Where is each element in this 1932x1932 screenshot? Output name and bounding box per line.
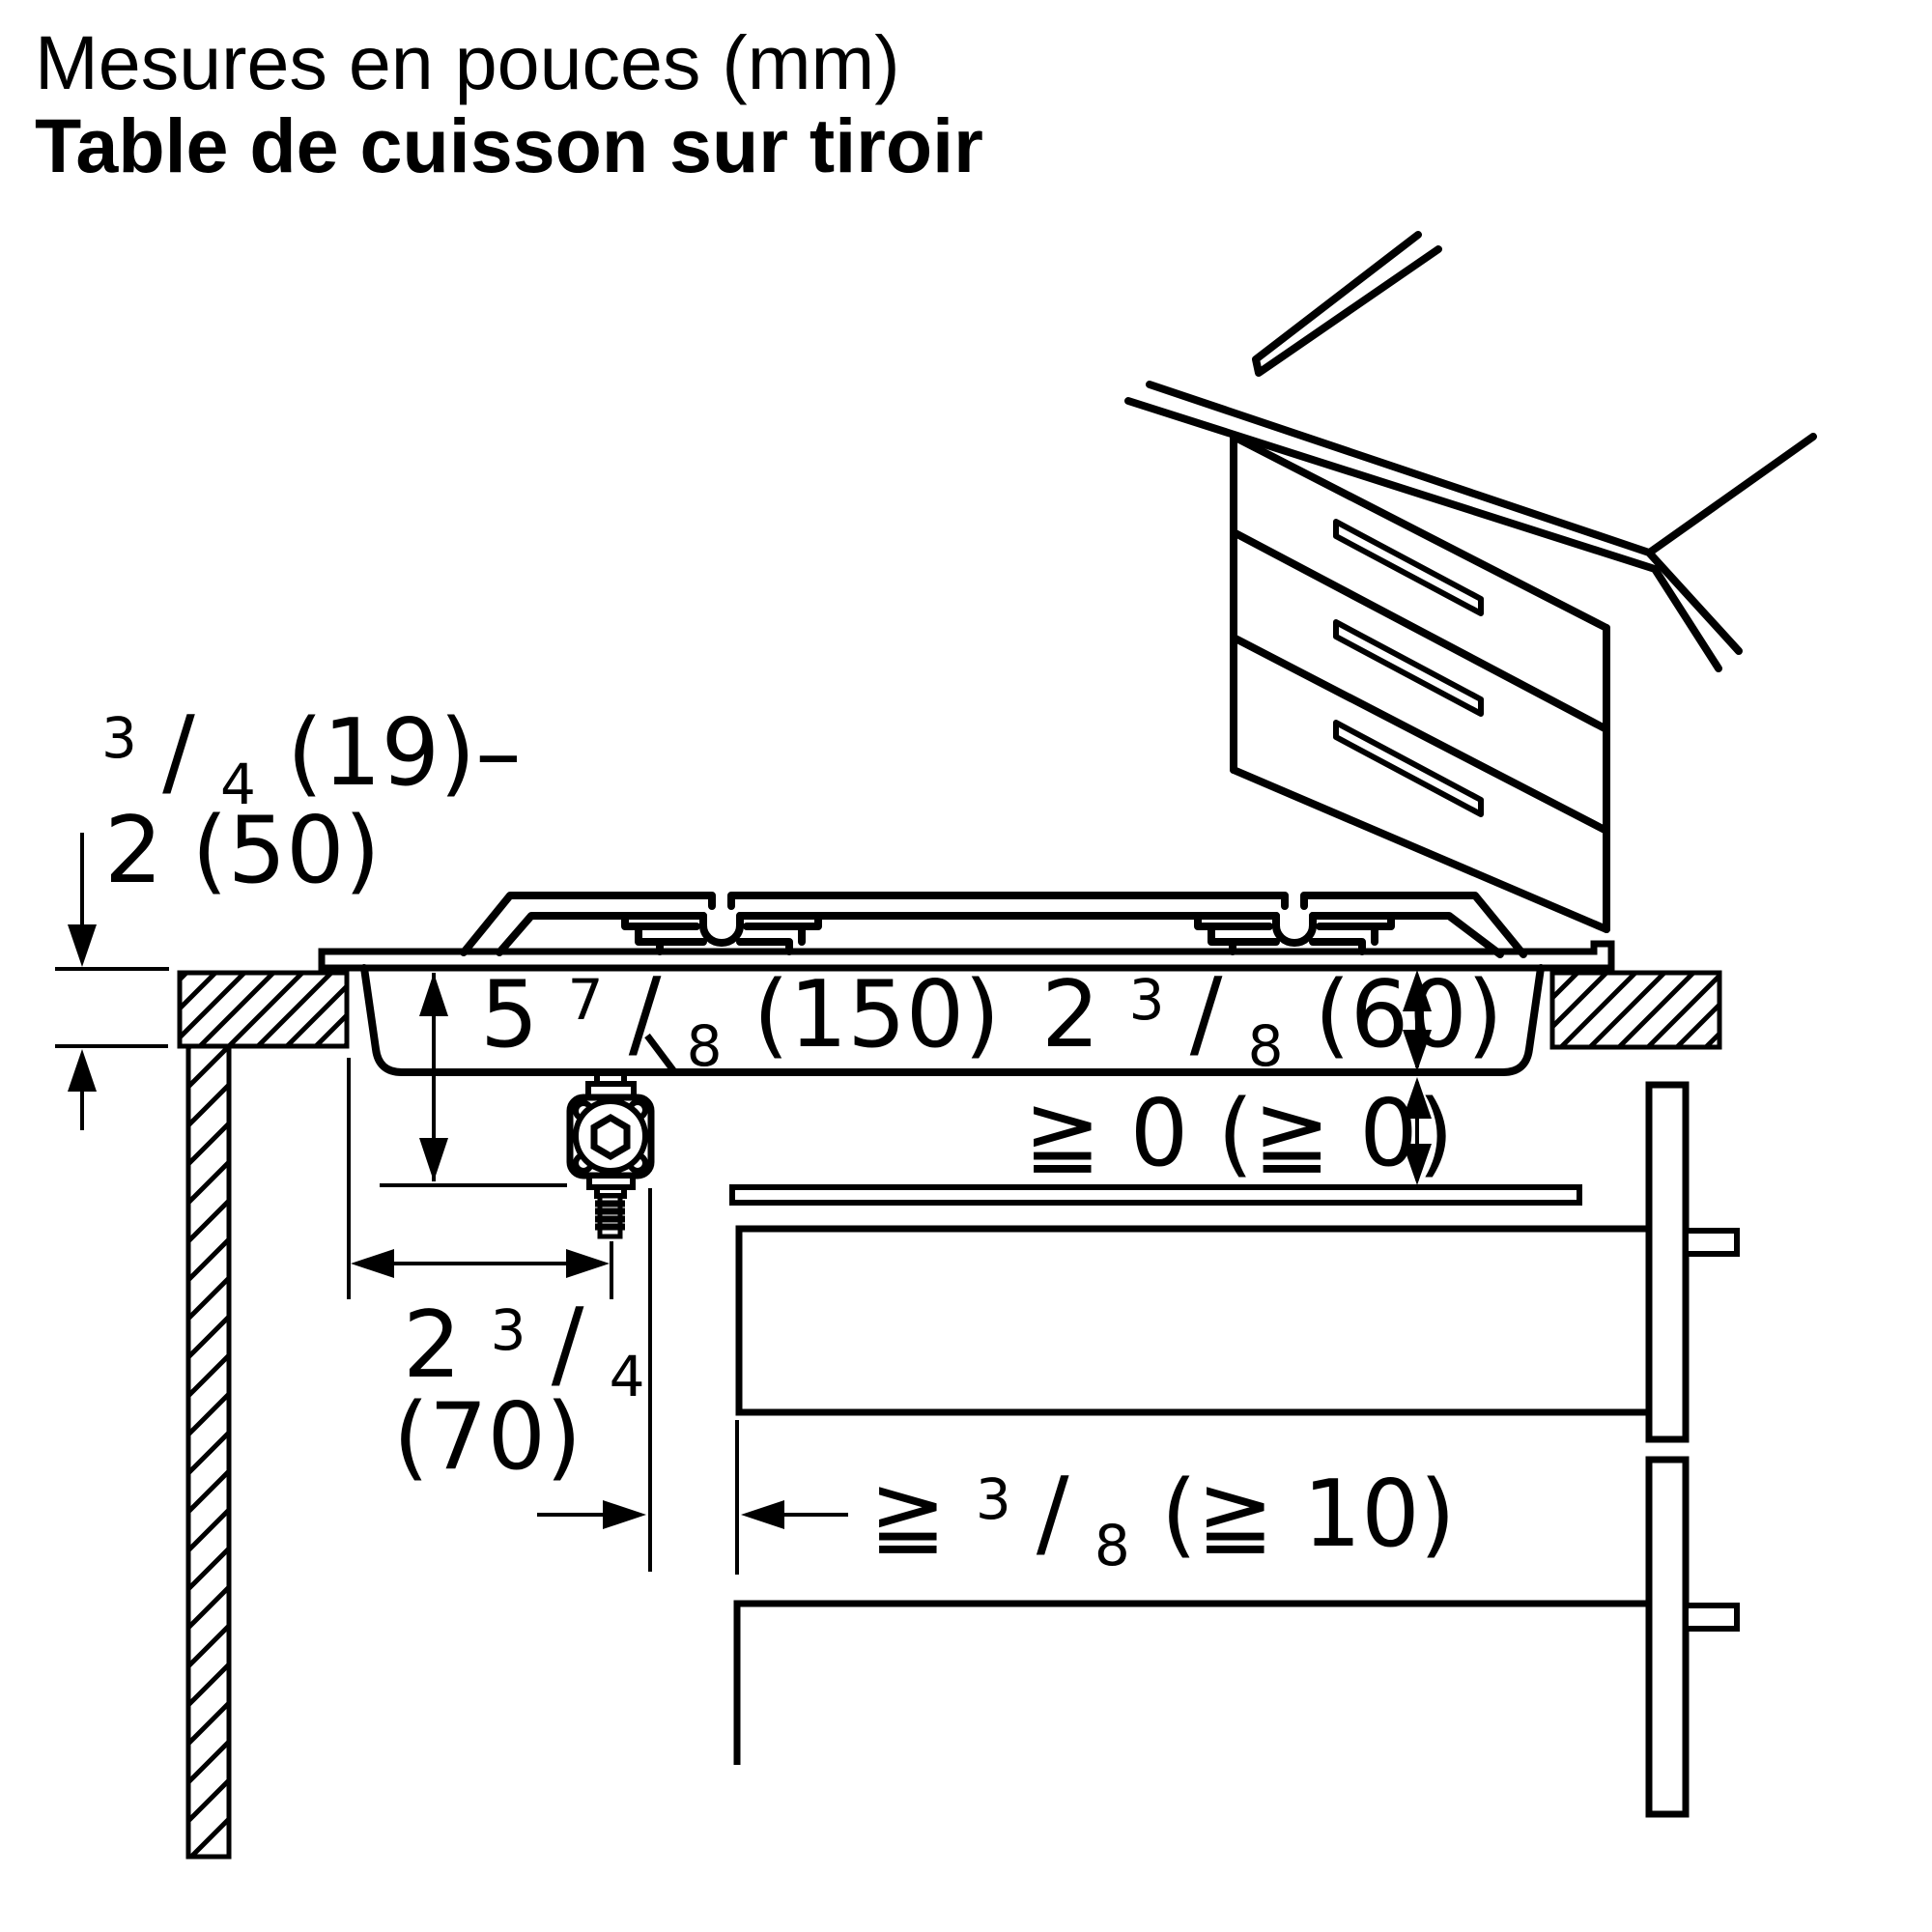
- isometric-cabinet-sketch: [1128, 235, 1813, 929]
- valve-hex-nut-icon: [594, 1118, 627, 1156]
- countertop-section-left: [180, 973, 347, 1046]
- countertop-right-edge: [1651, 437, 1813, 552]
- lower-drawer-handle: [1686, 1605, 1737, 1629]
- cutout-edge: [1256, 235, 1438, 373]
- title-block: [35, 19, 983, 188]
- burner-right: [1198, 916, 1391, 952]
- upper-drawer-front-panel: [1649, 1085, 1686, 1439]
- dim-offset-label: 2 $^3$ / 4: [403, 1287, 645, 1409]
- arrow-down-icon: [68, 924, 97, 967]
- drawer-top-rail: [732, 1187, 1579, 1203]
- dim-thickness-label-line2: 2 (50): [104, 798, 381, 904]
- arrow-left-icon: [741, 1500, 784, 1529]
- dim-gap-0: [1024, 1077, 1454, 1187]
- dim-thickness-label: $^3$ / 4 (19)–: [101, 695, 522, 817]
- dim-gap-label: ≧ 0 (≧ 0): [1024, 1081, 1454, 1187]
- lower-drawer-box: [737, 1604, 1647, 1765]
- dim-clearance-10: [537, 1188, 1456, 1587]
- cabinet-side-panel-section: [188, 1046, 229, 1857]
- burner-left: [625, 916, 818, 952]
- arrow-up-icon: [68, 1049, 97, 1092]
- drawer-assembly: [732, 1085, 1737, 1814]
- cabinet-bottom-edge: [1234, 770, 1606, 929]
- arrow-up-icon: [419, 973, 448, 1016]
- dim-countertop-thickness: [68, 673, 522, 1130]
- lower-drawer-front-panel: [1649, 1460, 1686, 1814]
- arrow-left-icon: [351, 1249, 394, 1278]
- page-title: Table de cuisson sur tiroir: [35, 102, 983, 188]
- page-subtitle: Mesures en pouces (mm): [35, 19, 900, 105]
- dim-offset-label-line2: (70): [393, 1384, 582, 1491]
- dim-depth-150: [380, 935, 1000, 1185]
- arrow-down-icon: [419, 1138, 448, 1181]
- drawer-handle-slot-3: [1336, 723, 1481, 814]
- countertop-front-edge: [1150, 384, 1739, 651]
- drawer-divider-1: [1234, 532, 1606, 729]
- upper-drawer-box: [739, 1229, 1647, 1412]
- arrow-right-icon: [603, 1500, 646, 1529]
- countertop-section-right: [1552, 973, 1719, 1047]
- arrow-right-icon: [566, 1249, 610, 1278]
- upper-drawer-handle: [1686, 1231, 1737, 1254]
- dim-clearance-label: ≧ $^3$ / 8 (≧ 10): [869, 1456, 1456, 1578]
- dim-depth-label: 5 $^7$ / 8 (150): [480, 956, 1001, 1079]
- dim-tub-label: 2 $^3$ / 8 (60): [1041, 956, 1503, 1079]
- gas-valve: [570, 1073, 651, 1236]
- countertop-level-lines: [55, 969, 169, 1046]
- valve-threaded-nipple: [595, 1196, 625, 1236]
